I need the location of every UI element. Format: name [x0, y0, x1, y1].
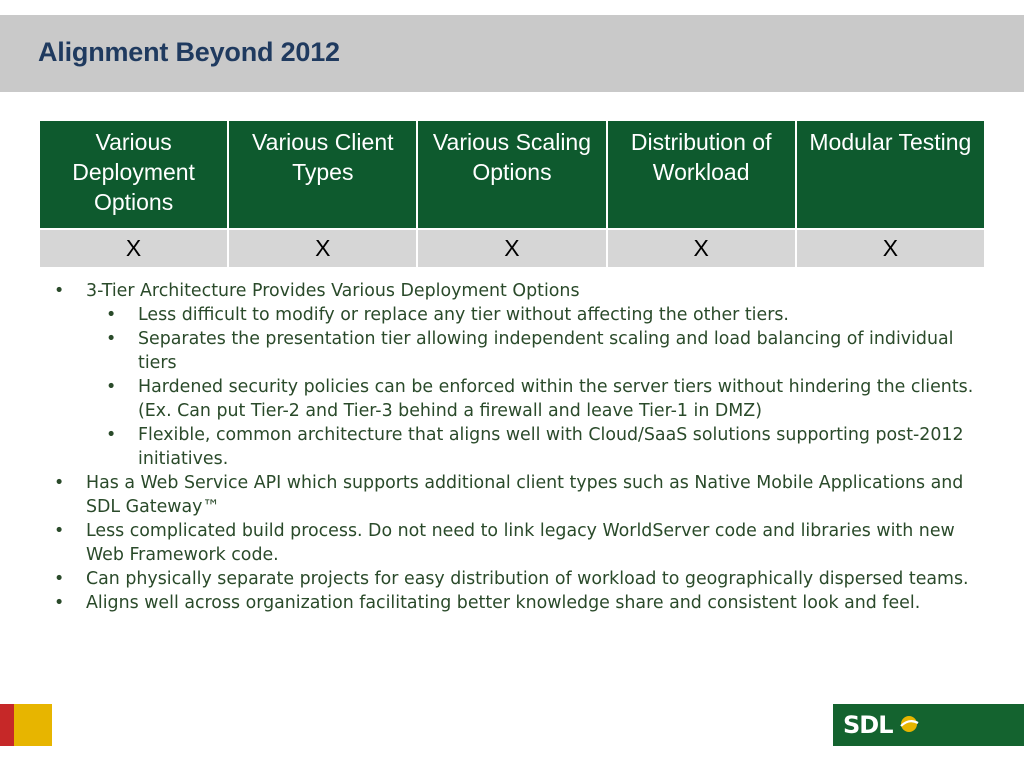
bullet-list [54, 279, 984, 615]
bullet-marker: • [54, 569, 65, 589]
bullet-item [54, 591, 984, 615]
table-header-row [39, 120, 985, 229]
sdl-logo-text: SDL [843, 711, 893, 739]
bullet-text: Has a Web Service API which supports additional client types such as Native Mobile Applications and SDL Gateway™ [86, 473, 964, 517]
sub-bullet-text: Less difficult to modify or replace any tier without affecting the other tiers. [138, 305, 789, 325]
table-row [39, 229, 985, 268]
sub-bullet-item [106, 375, 984, 423]
slide-title: Alignment Beyond 2012 [38, 37, 340, 67]
bullet-marker: • [54, 521, 65, 541]
feature-matrix-table [38, 119, 986, 269]
table-cell: X [228, 229, 417, 268]
sub-bullet-text: Separates the presentation tier allowing independent scaling and load balancing of individual tiers [138, 329, 954, 373]
sub-bullet-list [106, 303, 984, 471]
bullet-text: Less complicated build process. Do not need to link legacy WorldServer code and libraries with new Web Framework code. [86, 521, 955, 565]
bullet-marker: • [106, 425, 117, 445]
footer-yellow-accent [14, 704, 52, 746]
table-cell: X [417, 229, 606, 268]
bullet-marker: • [54, 593, 65, 613]
globe-icon [899, 714, 919, 734]
bullet-text: Can physically separate projects for easy distribution of workload to geographically dispersed teams. [86, 569, 969, 589]
header-modular-testing: Modular Testing [796, 120, 985, 229]
sub-bullet-item [106, 303, 984, 327]
header-scaling-options: Various Scaling Options [417, 120, 606, 229]
bullet-marker: • [106, 305, 117, 325]
table-cell: X [607, 229, 796, 268]
header-distribution-of-workload: Distribution of Workload [607, 120, 796, 229]
bullet-marker: • [54, 473, 65, 493]
sub-bullet-text: Flexible, common architecture that aligns well with Cloud/SaaS solutions supporting post-2012 initiatives. [138, 425, 964, 469]
bullet-item [54, 567, 984, 591]
bullet-text: Aligns well across organization facilitating better knowledge share and consistent look and feel. [86, 593, 921, 613]
bullet-marker: • [106, 329, 117, 349]
table-cell: X [39, 229, 228, 268]
header-client-types: Various Client Types [228, 120, 417, 229]
table-cell: X [796, 229, 985, 268]
bullet-item [54, 519, 984, 567]
bullet-marker: • [54, 281, 65, 301]
sub-bullet-text: Hardened security policies can be enforced within the server tiers without hindering the clients. (Ex. Can put Tier-2 and Tier-3 behind a firewall and leave Tier-1 in DMZ) [138, 377, 974, 421]
header-deployment-options: Various Deployment Options [39, 120, 228, 229]
sub-bullet-item [106, 423, 984, 471]
footer-red-accent [0, 704, 14, 746]
bullet-item [54, 471, 984, 519]
bullet-content [54, 279, 984, 615]
bullet-marker: • [106, 377, 117, 397]
sdl-logo [833, 704, 1024, 746]
sub-bullet-item [106, 327, 984, 375]
bullet-text: 3-Tier Architecture Provides Various Deployment Options [86, 281, 580, 301]
bullet-item [54, 279, 984, 471]
